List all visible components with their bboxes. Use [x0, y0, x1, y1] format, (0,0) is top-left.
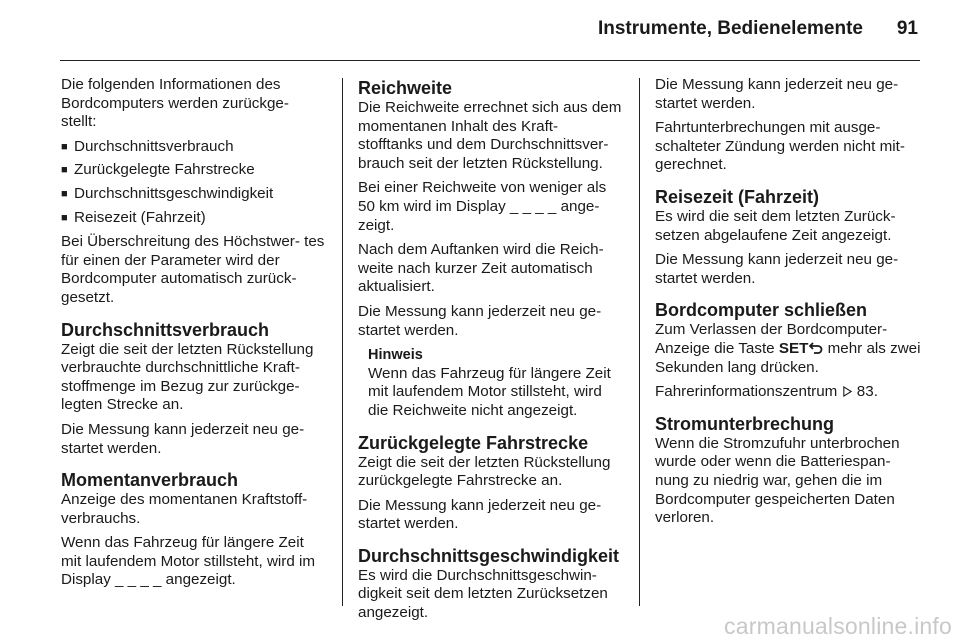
watermark: carmanualsonline.info	[724, 613, 952, 639]
bullet-icon: ■	[61, 187, 68, 200]
paragraph: Es wird die Durchschnittsgeschwin- digkeit seit dem letzten Zurücksetzen angezeigt.	[358, 566, 608, 622]
paragraph: Die Reichweite errechnet sich aus dem momentanen Inhalt des Kraft- stofftanks und dem Durchschnittsver- brauch seit der letzten Rückstellung.	[358, 99, 622, 172]
list-item: ■ Durchschnittsgeschwindigkeit	[61, 184, 274, 202]
paragraph: Die Messung kann jederzeit neu ge- startet werden.	[655, 251, 899, 287]
header-divider	[60, 60, 920, 61]
note-text: Wenn das Fahrzeug für längere Zeit mit laufendem Motor stillsteht, wird die Reichweite nicht angezeigt.	[368, 364, 611, 419]
page-number: 91	[896, 18, 918, 39]
section-heading-bordcomputer-schliessen: Bordcomputer schließen	[655, 300, 868, 321]
paragraph: Zeigt die seit der letzten Rückstellung zurückgelegte Fahrstrecke an.	[358, 453, 611, 490]
column-2	[358, 76, 624, 629]
paragraph: Bei einer Reichweite von weniger als 50 km wird im Display _ _ _ _ ange- zeigt.	[358, 179, 607, 234]
column-1	[61, 76, 325, 596]
cross-reference: Fahrerinformationszentrum 83.	[655, 383, 878, 401]
section-heading-momentanverbrauch: Momentanverbrauch	[61, 470, 239, 491]
page-header-title: Instrumente, Bedienelemente	[597, 18, 863, 39]
bullet-icon: ■	[61, 164, 68, 177]
paragraph: Die Messung kann jederzeit neu ge- startet werden.	[61, 420, 305, 457]
section-heading-fahrstrecke: Zurückgelegte Fahrstrecke	[358, 432, 589, 453]
note-box	[358, 346, 624, 420]
paragraph: Die Messung kann jederzeit neu ge- startet werden.	[655, 76, 899, 112]
triangle-ref-icon	[842, 386, 853, 397]
section-heading-stromunterbrechung: Stromunterbrechung	[655, 413, 835, 434]
intro-paragraph: Die folgenden Informationen des Bordcomputers werden zurückge- stellt:	[61, 76, 289, 131]
paragraph: Es wird die seit dem letzten Zurück- setzen abgelaufene Zeit angezeigt.	[655, 207, 896, 244]
paragraph: Die Messung kann jederzeit neu ge- startet werden.	[358, 496, 602, 533]
column-3	[655, 76, 923, 534]
bullet-icon: ■	[61, 211, 68, 224]
paragraph: Zeigt die seit der letzten Rückstellung verbrauchte durchschnittliche Kraft- stoffmenge im Bezug zur zurückge- legten Strecke an.	[61, 340, 314, 414]
column-divider-1	[342, 78, 343, 606]
paragraph: Anzeige des momentanen Kraftstoff- verbrauchs.	[61, 491, 308, 527]
list-item: ■ Reisezeit (Fahrzeit)	[61, 208, 206, 226]
paragraph: Wenn das Fahrzeug für längere Zeit mit laufendem Motor stillsteht, wird im Display _ _ _ _ angezeigt.	[61, 534, 316, 589]
bullet-icon: ■	[61, 140, 68, 153]
reset-items-list	[61, 138, 325, 227]
set-key-label: SET	[778, 339, 809, 357]
list-item: ■ Durchschnittsverbrauch	[61, 137, 234, 155]
section-heading-durchschnittsverbrauch: Durchschnittsverbrauch	[61, 319, 270, 340]
paragraph: Nach dem Auftanken wird die Reich- weite nach kurzer Zeit automatisch aktualisiert.	[358, 241, 604, 296]
section-heading-reisezeit: Reisezeit (Fahrzeit)	[655, 186, 820, 207]
note-title: Hinweis	[368, 347, 423, 364]
return-arrow-icon	[809, 342, 823, 354]
paragraph: Zum Verlassen der Bordcomputer- Anzeige die Taste SET mehr als zwei Sekunden lang drücken.	[655, 321, 921, 376]
paragraph: Die Messung kann jederzeit neu ge- startet werden.	[358, 302, 602, 339]
list-item: ■ Zurückgelegte Fahrstrecke	[61, 161, 255, 179]
column-divider-2	[639, 78, 640, 606]
paragraph: Fahrtunterbrechungen mit ausge- schalteter Zündung werden nicht mit- gerechnet.	[655, 119, 905, 174]
paragraph: Wenn die Stromzufuhr unterbrochen wurde oder wenn die Batteriespan- nung zu niedrig war, gehen die im Bordcomputer gespeicherten Daten verloren.	[655, 434, 900, 527]
overflow-paragraph: Bei Überschreitung des Höchstwer- tes für einen der Parameter wird der Bordcomputer automatisch zurück- gesetzt.	[61, 233, 325, 306]
section-heading-durchschnittsgeschwindigkeit: Durchschnittsgeschwindigkeit	[358, 545, 620, 566]
section-heading-reichweite: Reichweite	[358, 78, 453, 98]
